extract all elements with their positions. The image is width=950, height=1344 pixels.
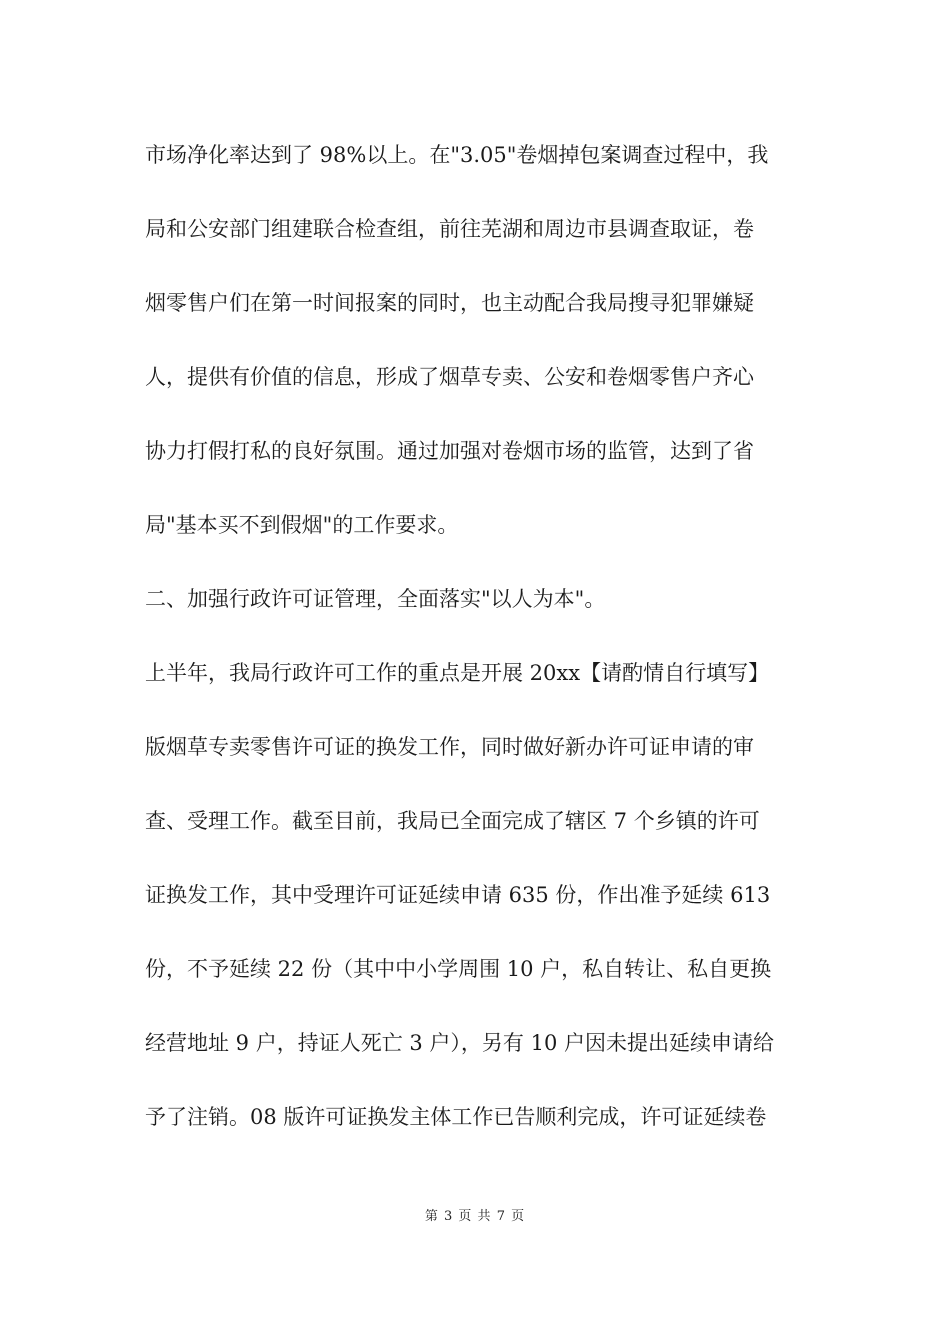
body-text-line: 版烟草专卖零售许可证的换发工作，同时做好新办许可证申请的审 xyxy=(145,735,754,759)
body-text-line: 上半年，我局行政许可工作的重点是开展 20xx【请酌情自行填写】 xyxy=(145,661,770,685)
body-text-line: 人，提供有价值的信息，形成了烟草专卖、公安和卷烟零售户齐心 xyxy=(145,365,754,389)
body-text-line: 烟零售户们在第一时间报案的同时，也主动配合我局搜寻犯罪嫌疑 xyxy=(145,291,754,315)
body-text-line: 证换发工作，其中受理许可证延续申请 635 份，作出准予延续 613 xyxy=(145,883,771,907)
body-text-line: 局和公安部门组建联合检查组，前往芜湖和周边市县调查取证，卷 xyxy=(145,217,754,241)
section-heading: 二、加强行政许可证管理，全面落实"以人为本"。 xyxy=(145,587,606,611)
body-text-line: 予了注销。08 版许可证换发主体工作已告顺利完成，许可证延续卷 xyxy=(145,1105,767,1129)
body-text-line: 市场净化率达到了 98%以上。在"3.05"卷烟掉包案调查过程中，我 xyxy=(145,143,769,167)
body-text-line: 局"基本买不到假烟"的工作要求。 xyxy=(145,513,459,537)
body-text-line: 经营地址 9 户，持证人死亡 3 户），另有 10 户因未提出延续申请给 xyxy=(145,1031,774,1055)
body-text-line: 查、受理工作。截至目前，我局已全面完成了辖区 7 个乡镇的许可 xyxy=(145,809,760,833)
body-text-line: 协力打假打私的良好氛围。通过加强对卷烟市场的监管，达到了省 xyxy=(145,439,754,463)
body-text-line: 份，不予延续 22 份（其中中小学周围 10 户，私自转让、私自更换 xyxy=(145,957,772,981)
page-number-footer: 第 3 页 共 7 页 xyxy=(424,1209,526,1224)
